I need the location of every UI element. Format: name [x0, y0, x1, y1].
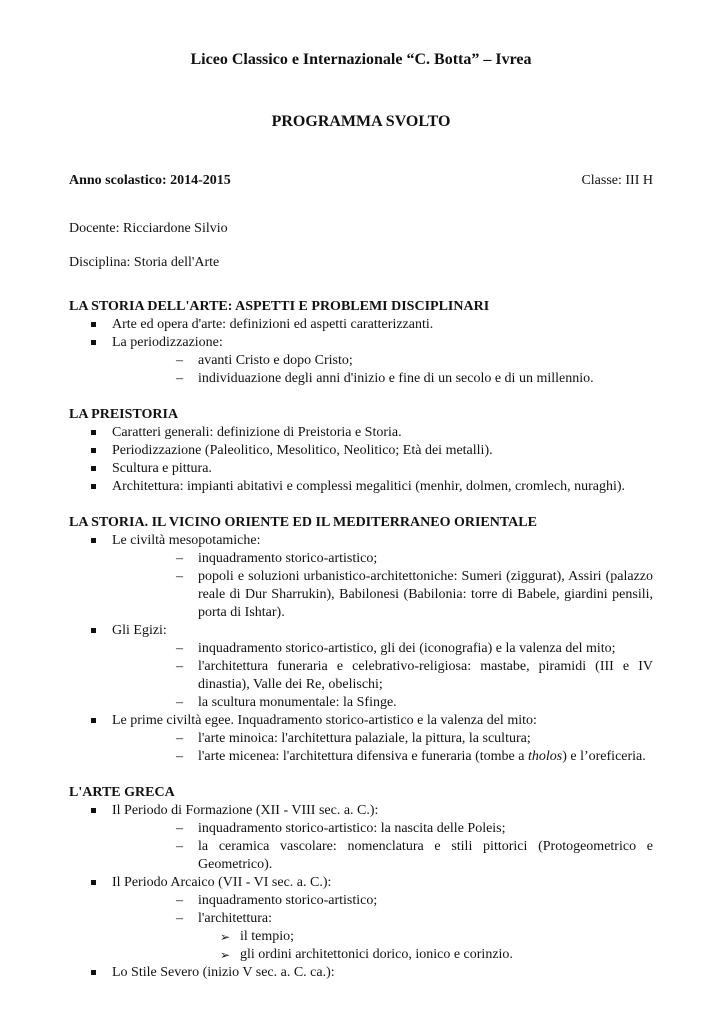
teacher: Docente: Ricciardone Silvio — [69, 221, 228, 236]
section-arte-greca — [69, 784, 653, 982]
list-item: Le civiltà mesopotamiche: – inquadramento storico-artistico; – popoli e soluzioni urbanistico-architettoniche: Sumeri (ziggurat), Assiri (palazzo reale di Dur Sharrukin), Babilonesi (Babilonia: torre di Babele, giardini pensili, porta di Ishtar). — [69, 532, 653, 622]
sub-item: – popoli e soluzioni urbanistico-architettoniche: Sumeri (ziggurat), Assiri (palazzo reale di Dur Sharrukin), Babilonesi (Babilonia: torre di Babele, giardini pensili, porta di Ishtar). — [112, 568, 653, 622]
section-title: L'ARTE GRECA — [69, 785, 175, 800]
sub-list — [112, 352, 653, 388]
sub-item: – inquadramento storico-artistico: la nascita delle Poleis; — [112, 820, 653, 838]
list-item: Scultura e pittura. — [69, 460, 653, 478]
sub-item: – inquadramento storico-artistico, gli dei (iconografia) e la valenza del mito; — [112, 640, 653, 658]
section-storia-arte — [69, 298, 653, 388]
sub-list — [112, 892, 653, 964]
sub-item: – l'arte minoica: l'architettura palaziale, la pittura, la scultura; — [112, 730, 653, 748]
sub-list — [112, 730, 653, 766]
sub-sub-item: ➢ gli ordini architettonici dorico, ionico e corinzio. — [112, 946, 653, 964]
list-item: Il Periodo di Formazione (XII - VIII sec. a. C.): – inquadramento storico-artistico: la nascita delle Poleis; – la ceramica vascolare: nomenclatura e stili pittorici (Protogeometrico e Geometrico). — [69, 802, 653, 874]
list-item: Caratteri generali: definizione di Preistoria e Storia. — [69, 424, 653, 442]
school-year: Anno scolastico: 2014-2015 — [69, 173, 231, 188]
italic-term: tholos — [527, 749, 563, 764]
list-item: Gli Egizi: – inquadramento storico-artistico, gli dei (iconografia) e la valenza del mito; – l'architettura funeraria e celebrativo-religiosa: mastabe, piramidi (III e IV dinastia), Valle dei Re, obelischi; – la scultura monumentale: la Sfinge. — [69, 622, 653, 712]
subject: Disciplina: Storia dell'Arte — [69, 255, 220, 270]
sub-item: – l'architettura: ➢ il tempio; ➢ gli ordini architettonici dorico, ionico e corinzio. — [112, 910, 653, 964]
sub-sub-list — [112, 928, 653, 964]
section-title: LA PREISTORIA — [69, 407, 179, 422]
sub-item: – la scultura monumentale: la Sfinge. — [112, 694, 653, 712]
meta-row — [69, 172, 653, 190]
bullet-list — [69, 316, 653, 388]
sub-item: – inquadramento storico-artistico; — [112, 550, 653, 568]
sub-item: – inquadramento storico-artistico; — [112, 892, 653, 910]
bullet-list — [69, 424, 653, 496]
list-item: Il Periodo Arcaico (VII - VI sec. a. C.): – inquadramento storico-artistico; – l'architettura: ➢ il tempio; ➢ gli ordini architettonici dorico, ionico e corinzio. — [69, 874, 653, 964]
section-title: LA STORIA DELL'ARTE: ASPETTI E PROBLEMI DISCIPLINARI — [69, 299, 490, 314]
bullet-list — [69, 532, 653, 766]
sub-list — [112, 550, 653, 622]
section-vicino-oriente — [69, 514, 653, 766]
document-title: PROGRAMMA SVOLTO — [271, 113, 451, 130]
sub-item: – avanti Cristo e dopo Cristo; — [112, 352, 653, 370]
sub-item: – individuazione degli anni d'inizio e fine di un secolo e di un millennio. — [112, 370, 653, 388]
list-item: Arte ed opera d'arte: definizioni ed aspetti caratterizzanti. — [69, 316, 653, 334]
list-item: Le prime civiltà egee. Inquadramento storico-artistico e la valenza del mito: – l'arte minoica: l'architettura palaziale, la pittura, la scultura; – l'arte micenea: l'architettura difensiva e funeraria (tombe a tholos) e l’oreficeria. — [69, 712, 653, 766]
list-item: Architettura: impianti abitativi e complessi megalitici (menhir, dolmen, cromlech, nuraghi). — [69, 478, 653, 496]
class-label: Classe: III H — [581, 173, 653, 188]
list-item: Lo Stile Severo (inizio V sec. a. C. ca.): — [69, 964, 653, 982]
sub-sub-item: ➢ il tempio; — [112, 928, 653, 946]
section-preistoria — [69, 406, 653, 496]
school-name: Liceo Classico e Internazionale “C. Botta” – Ivrea — [190, 51, 532, 68]
sub-item: – l'architettura funeraria e celebrativo-religiosa: mastabe, piramidi (III e IV dinastia), Valle dei Re, obelischi; — [112, 658, 653, 694]
sub-list — [112, 640, 653, 712]
sub-item: – la ceramica vascolare: nomenclatura e stili pittorici (Protogeometrico e Geometrico). — [112, 838, 653, 874]
sub-item: – l'arte micenea: l'architettura difensiva e funeraria (tombe a tholos) e l’oreficeria. — [112, 748, 653, 766]
list-item: La periodizzazione: – avanti Cristo e dopo Cristo; – individuazione degli anni d'inizio e fine di un secolo e di un millennio. — [69, 334, 653, 388]
section-title: LA STORIA. IL VICINO ORIENTE ED IL MEDITERRANEO ORIENTALE — [69, 515, 537, 530]
list-item: Periodizzazione (Paleolitico, Mesolitico, Neolitico; Età dei metalli). — [69, 442, 653, 460]
sub-list — [112, 820, 653, 874]
bullet-list — [69, 802, 653, 982]
